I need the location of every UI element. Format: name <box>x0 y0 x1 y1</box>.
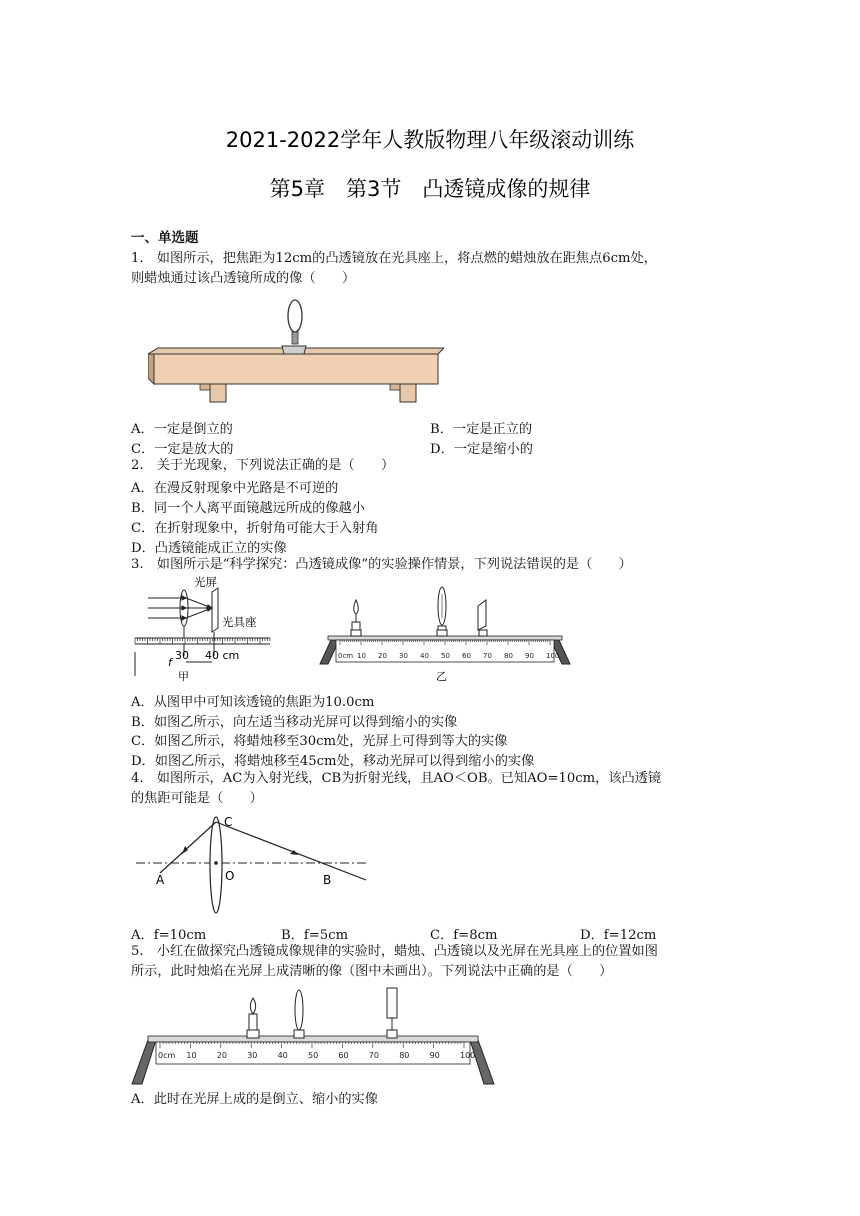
ruler-tick-label: 30 <box>399 652 408 660</box>
q2-option-a[interactable]: A．在漫反射现象中光路是不可逆的 <box>131 481 339 496</box>
document-title: 2021-2022学年人教版物理八年级滚动训练 <box>225 128 635 152</box>
ruler-tick-label: 40 <box>277 1051 288 1060</box>
ruler-tick-label: 90 <box>525 652 534 660</box>
ruler-tick-label: 30 <box>247 1051 258 1060</box>
ruler-tick-label: 10 <box>186 1051 197 1060</box>
ruler-tick-label: 100 <box>460 1051 476 1060</box>
q4-label-c: C <box>224 815 233 829</box>
ruler-tick-label: 80 <box>504 652 513 660</box>
q2-stem: 2. 关于光现象，下列说法正确的是（ ） <box>131 458 395 473</box>
q3-tick-40: 40 cm <box>205 649 240 662</box>
ruler-tick-label: 60 <box>462 652 471 660</box>
q4-option-c[interactable]: C．f=8cm <box>430 928 498 943</box>
q5-stem-line1: 5. 小红在做探究凸透镜成像规律的实验时，蜡烛、凸透镜以及光屏在光具座上的位置如图 <box>131 944 658 959</box>
q3-f-label: f <box>168 656 172 669</box>
q1-stem-line1: 1. 如图所示，把焦距为12cm的凸透镜放在光具座上，将点燃的蜡烛放在距焦点6cm处， <box>131 251 657 266</box>
q5-stem-line2: 所示，此时烛焰在光屏上成清晰的像（图中未画出）。下列说法中正确的是（ ） <box>131 964 613 979</box>
q1-option-c[interactable]: C．一定是放大的 <box>131 442 234 457</box>
q5-option-a[interactable]: A．此时在光屏上成的是倒立、缩小的实像 <box>131 1092 378 1107</box>
section-heading: 一、单选题 <box>131 230 199 246</box>
q3-figure-jia <box>130 576 275 682</box>
ruler-tick-label: 70 <box>483 652 492 660</box>
q4-label-a: A <box>156 873 165 887</box>
ruler-tick-label: 80 <box>399 1051 410 1060</box>
ruler-tick-label: 20 <box>378 652 387 660</box>
ruler-tick-label: 40 <box>420 652 429 660</box>
ruler-tick-label: 0cm <box>338 652 354 660</box>
q3-bench-label: 光具座 <box>222 615 257 629</box>
q5-optical-bench-figure <box>130 984 496 1088</box>
q3-stem: 3. 如图所示是“科学探究：凸透镜成像”的实验操作情景，下列说法错误的是（ ） <box>131 557 632 572</box>
q2-option-b[interactable]: B．同一个人离平面镜越远所成的像越小 <box>131 501 365 516</box>
q3-tick-30: 30 <box>175 649 189 662</box>
ruler-tick-label: 60 <box>338 1051 349 1060</box>
q4-refraction-figure <box>136 810 370 920</box>
q3-figure-yi <box>318 584 572 686</box>
q4-label-b: B <box>323 873 332 887</box>
q4-stem-line1: 4. 如图所示，AC为入射光线，CB为折射光线，且AO＜OB。已知AO=10cm，该凸透镜 <box>131 771 662 786</box>
q3-option-d[interactable]: D．如图乙所示，将蜡烛移至45cm处，移动光屏可以得到缩小的实像 <box>131 754 535 769</box>
q2-option-d[interactable]: D．凸透镜能成正立的实像 <box>131 541 287 556</box>
q1-option-d[interactable]: D．一定是缩小的 <box>430 442 533 457</box>
ruler-tick-label: 10 <box>357 652 366 660</box>
ruler-tick-label: 20 <box>216 1051 227 1060</box>
q3-option-b[interactable]: B．如图乙所示，向左适当移动光屏可以得到缩小的实像 <box>131 715 458 730</box>
ruler-tick-label: 100 <box>546 652 560 660</box>
q4-stem-line2: 的焦距可能是（ ） <box>131 791 263 806</box>
q1-stem-line2: 则蜡烛通过该凸透镜所成的像（ ） <box>131 271 356 286</box>
q4-option-a[interactable]: A．f=10cm <box>131 928 207 943</box>
q3-option-c[interactable]: C．如图乙所示，将蜡烛移至30cm处，光屏上可得到等大的实像 <box>131 734 508 749</box>
ruler-tick-label: 90 <box>429 1051 440 1060</box>
q4-option-d[interactable]: D．f=12cm <box>580 928 657 943</box>
q1-optical-bench-figure <box>148 298 444 406</box>
q3-screen-label: 光屏 <box>194 576 217 589</box>
ruler-tick-label: 50 <box>441 652 450 660</box>
ruler-tick-label: 70 <box>368 1051 379 1060</box>
ruler-tick-label: 0cm <box>158 1051 176 1060</box>
q1-option-b[interactable]: B．一定是正立的 <box>430 422 533 437</box>
document-subtitle: 第5章 第3节 凸透镜成像的规律 <box>269 177 591 201</box>
q3-jia-caption: 甲 <box>178 670 189 682</box>
q4-option-b[interactable]: B．f=5cm <box>281 928 349 943</box>
q3-option-a[interactable]: A．从图甲中可知该透镜的焦距为10.0cm <box>131 695 375 710</box>
q2-option-c[interactable]: C．在折射现象中，折射角可能大于入射角 <box>131 521 379 536</box>
q4-label-o: O <box>225 869 235 883</box>
q1-option-a[interactable]: A．一定是倒立的 <box>131 422 233 437</box>
ruler-tick-label: 50 <box>308 1051 319 1060</box>
q3-yi-caption: 乙 <box>436 670 447 683</box>
